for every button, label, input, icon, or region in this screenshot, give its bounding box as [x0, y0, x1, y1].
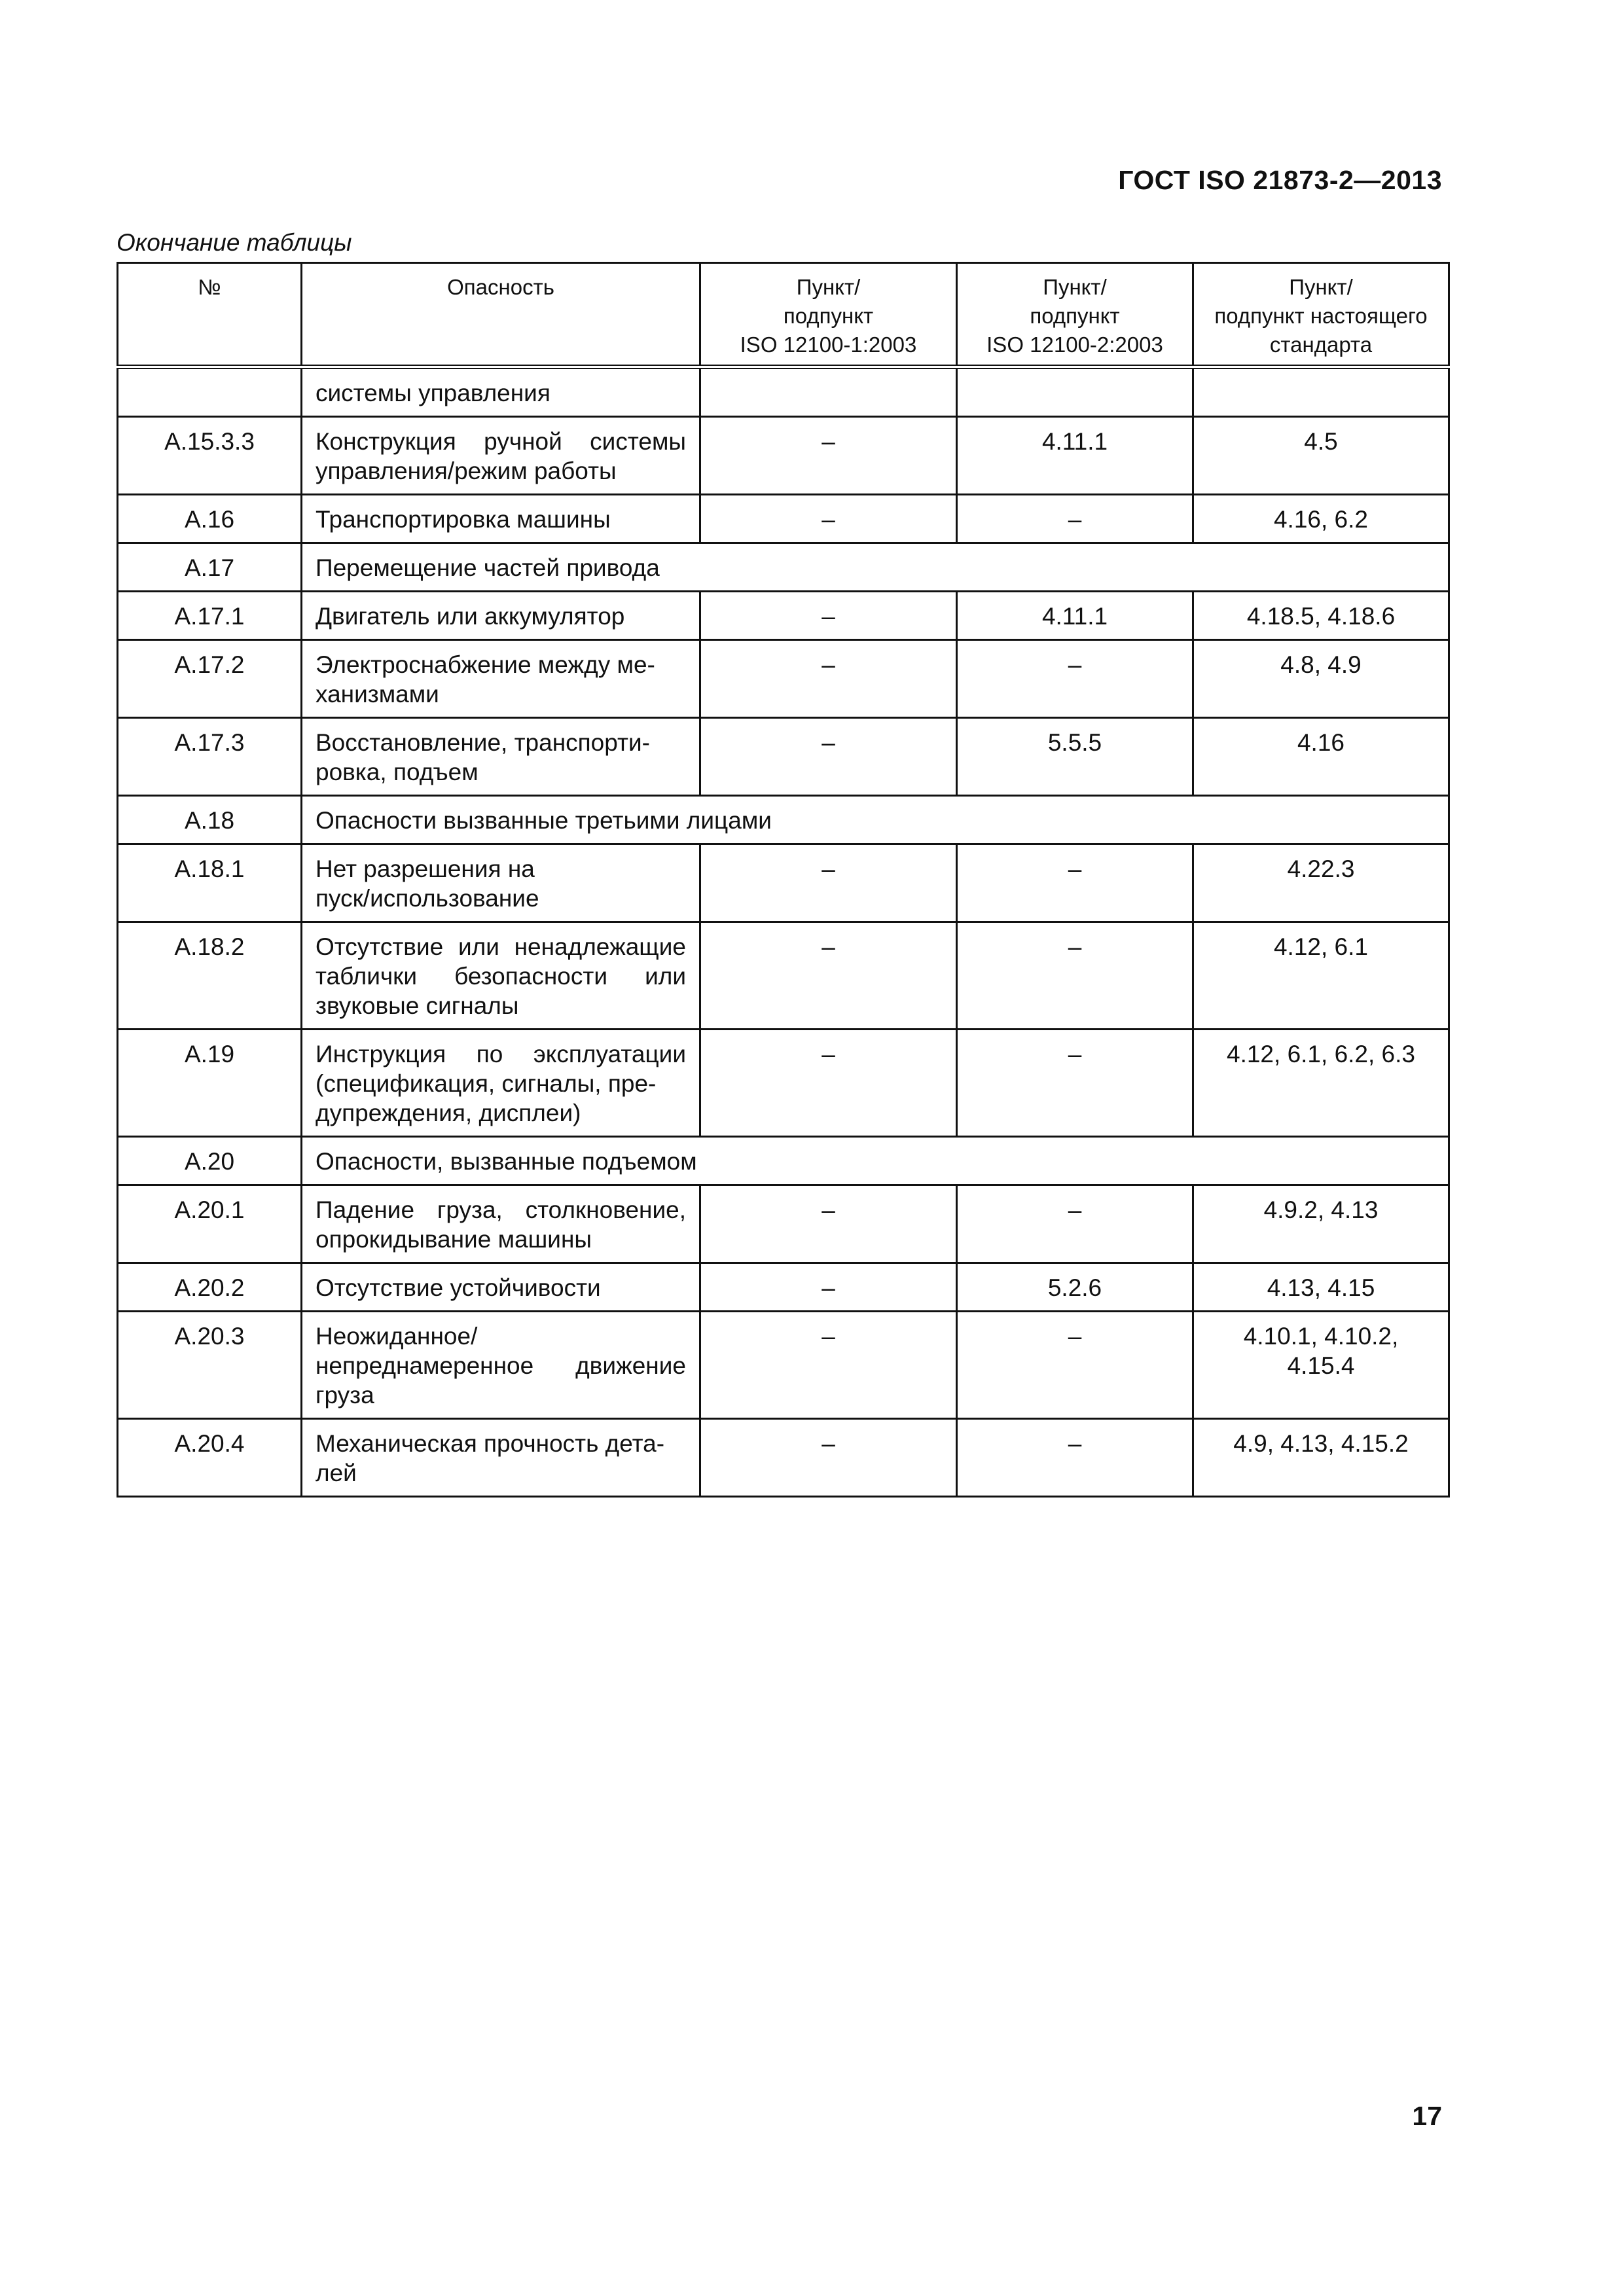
iso-12100-2-cell: – — [957, 640, 1193, 718]
table-caption: Окончание таблицы — [117, 229, 352, 256]
this-standard-cell — [1193, 367, 1449, 417]
this-standard-cell: 4.5 — [1193, 417, 1449, 495]
this-standard-cell: 4.13, 4.15 — [1193, 1263, 1449, 1312]
row-number-cell: А.17.3 — [118, 718, 302, 796]
table-body — [118, 367, 1449, 1497]
iso-12100-1-cell: – — [700, 1419, 957, 1497]
iso-12100-2-cell: – — [957, 844, 1193, 922]
document-header: ГОСТ ISO 21873-2—2013 — [1118, 165, 1442, 195]
hazard-cell: Опасности, вызванные подъемом — [302, 1137, 1449, 1185]
hazard-cell: Опасности вызванные третьими лицами — [302, 796, 1449, 844]
page-number: 17 — [1412, 2101, 1442, 2131]
hazard-cell: Нет разрешения на пуск/использование — [302, 844, 700, 922]
column-header-number: № — [118, 263, 302, 367]
row-number-cell: А.17 — [118, 543, 302, 592]
row-number-cell: А.20.2 — [118, 1263, 302, 1312]
iso-12100-1-cell: – — [700, 1185, 957, 1263]
this-standard-cell: 4.18.5, 4.18.6 — [1193, 592, 1449, 640]
table-row — [118, 1312, 1449, 1419]
iso-12100-1-cell: – — [700, 844, 957, 922]
table-row — [118, 922, 1449, 1030]
table-row — [118, 367, 1449, 417]
this-standard-cell: 4.9, 4.13, 4.15.2 — [1193, 1419, 1449, 1497]
column-header-iso-12100-2: Пункт/ подпункт ISO 12100-2:2003 — [957, 263, 1193, 367]
hazard-cell: Отсутствие устойчивости — [302, 1263, 700, 1312]
hazard-cell: Двигатель или аккумулятор — [302, 592, 700, 640]
iso-12100-2-cell: – — [957, 922, 1193, 1030]
table-row — [118, 417, 1449, 495]
table-header-row — [118, 263, 1449, 367]
row-number-cell: А.20.3 — [118, 1312, 302, 1419]
iso-12100-1-cell: – — [700, 1312, 957, 1419]
iso-12100-1-cell: – — [700, 922, 957, 1030]
iso-12100-2-cell: – — [957, 1185, 1193, 1263]
this-standard-cell: 4.10.1, 4.10.2, 4.15.4 — [1193, 1312, 1449, 1419]
this-standard-cell: 4.8, 4.9 — [1193, 640, 1449, 718]
hazard-cell: Падение груза, столкновение, опрокидывание машины — [302, 1185, 700, 1263]
iso-12100-1-cell: – — [700, 1030, 957, 1137]
row-number-cell: А.18.2 — [118, 922, 302, 1030]
row-number-cell: А.15.3.3 — [118, 417, 302, 495]
row-number-cell: А.17.2 — [118, 640, 302, 718]
hazard-cell: Транспортировка машины — [302, 495, 700, 543]
iso-12100-1-cell: – — [700, 1263, 957, 1312]
iso-12100-1-cell: – — [700, 640, 957, 718]
iso-12100-2-cell — [957, 367, 1193, 417]
this-standard-cell: 4.9.2, 4.13 — [1193, 1185, 1449, 1263]
row-number-cell: А.18.1 — [118, 844, 302, 922]
hazard-cell: Конструкция ручной системы управления/режим работы — [302, 417, 700, 495]
table-row — [118, 1030, 1449, 1137]
iso-12100-2-cell: – — [957, 1030, 1193, 1137]
row-number-cell: А.20 — [118, 1137, 302, 1185]
iso-12100-1-cell — [700, 367, 957, 417]
this-standard-cell: 4.22.3 — [1193, 844, 1449, 922]
iso-12100-2-cell: 5.2.6 — [957, 1263, 1193, 1312]
table-section-row — [118, 1137, 1449, 1185]
iso-12100-1-cell: – — [700, 718, 957, 796]
table-row — [118, 592, 1449, 640]
table-row — [118, 1419, 1449, 1497]
this-standard-cell: 4.12, 6.1 — [1193, 922, 1449, 1030]
table-row — [118, 844, 1449, 922]
row-number-cell: А.20.4 — [118, 1419, 302, 1497]
iso-12100-2-cell: 4.11.1 — [957, 417, 1193, 495]
this-standard-cell: 4.16, 6.2 — [1193, 495, 1449, 543]
hazard-table — [117, 262, 1450, 1498]
iso-12100-2-cell: 4.11.1 — [957, 592, 1193, 640]
table-section-row — [118, 796, 1449, 844]
row-number-cell: А.18 — [118, 796, 302, 844]
iso-12100-2-cell: – — [957, 1419, 1193, 1497]
row-number-cell: А.17.1 — [118, 592, 302, 640]
hazard-cell: Инструкция по эксплуатации (спецификация, сигналы, пре- дупреждения, дисплеи) — [302, 1030, 700, 1137]
row-number-cell: А.20.1 — [118, 1185, 302, 1263]
table-row — [118, 1185, 1449, 1263]
table-row — [118, 718, 1449, 796]
iso-12100-1-cell: – — [700, 592, 957, 640]
table-row — [118, 1263, 1449, 1312]
table-row — [118, 495, 1449, 543]
hazard-cell: Восстановление, транспорти- ровка, подъем — [302, 718, 700, 796]
hazard-cell: системы управления — [302, 367, 700, 417]
hazard-cell: Неожиданное/ непреднамеренное движение груза — [302, 1312, 700, 1419]
iso-12100-2-cell: – — [957, 495, 1193, 543]
iso-12100-2-cell: – — [957, 1312, 1193, 1419]
hazard-cell: Электроснабжение между ме- ханизмами — [302, 640, 700, 718]
row-number-cell: А.19 — [118, 1030, 302, 1137]
hazard-cell: Отсутствие или ненадлежащие таблички безопасности или звуковые сигналы — [302, 922, 700, 1030]
column-header-this-standard: Пункт/ подпункт настоящего стандарта — [1193, 263, 1449, 367]
column-header-hazard: Опасность — [302, 263, 700, 367]
iso-12100-2-cell: 5.5.5 — [957, 718, 1193, 796]
iso-12100-1-cell: – — [700, 495, 957, 543]
row-number-cell: А.16 — [118, 495, 302, 543]
hazard-cell: Перемещение частей привода — [302, 543, 1449, 592]
hazard-cell: Механическая прочность дета- лей — [302, 1419, 700, 1497]
iso-12100-1-cell: – — [700, 417, 957, 495]
column-header-iso-12100-1: Пункт/ подпункт ISO 12100-1:2003 — [700, 263, 957, 367]
row-number-cell — [118, 367, 302, 417]
this-standard-cell: 4.12, 6.1, 6.2, 6.3 — [1193, 1030, 1449, 1137]
this-standard-cell: 4.16 — [1193, 718, 1449, 796]
table-section-row — [118, 543, 1449, 592]
table-row — [118, 640, 1449, 718]
